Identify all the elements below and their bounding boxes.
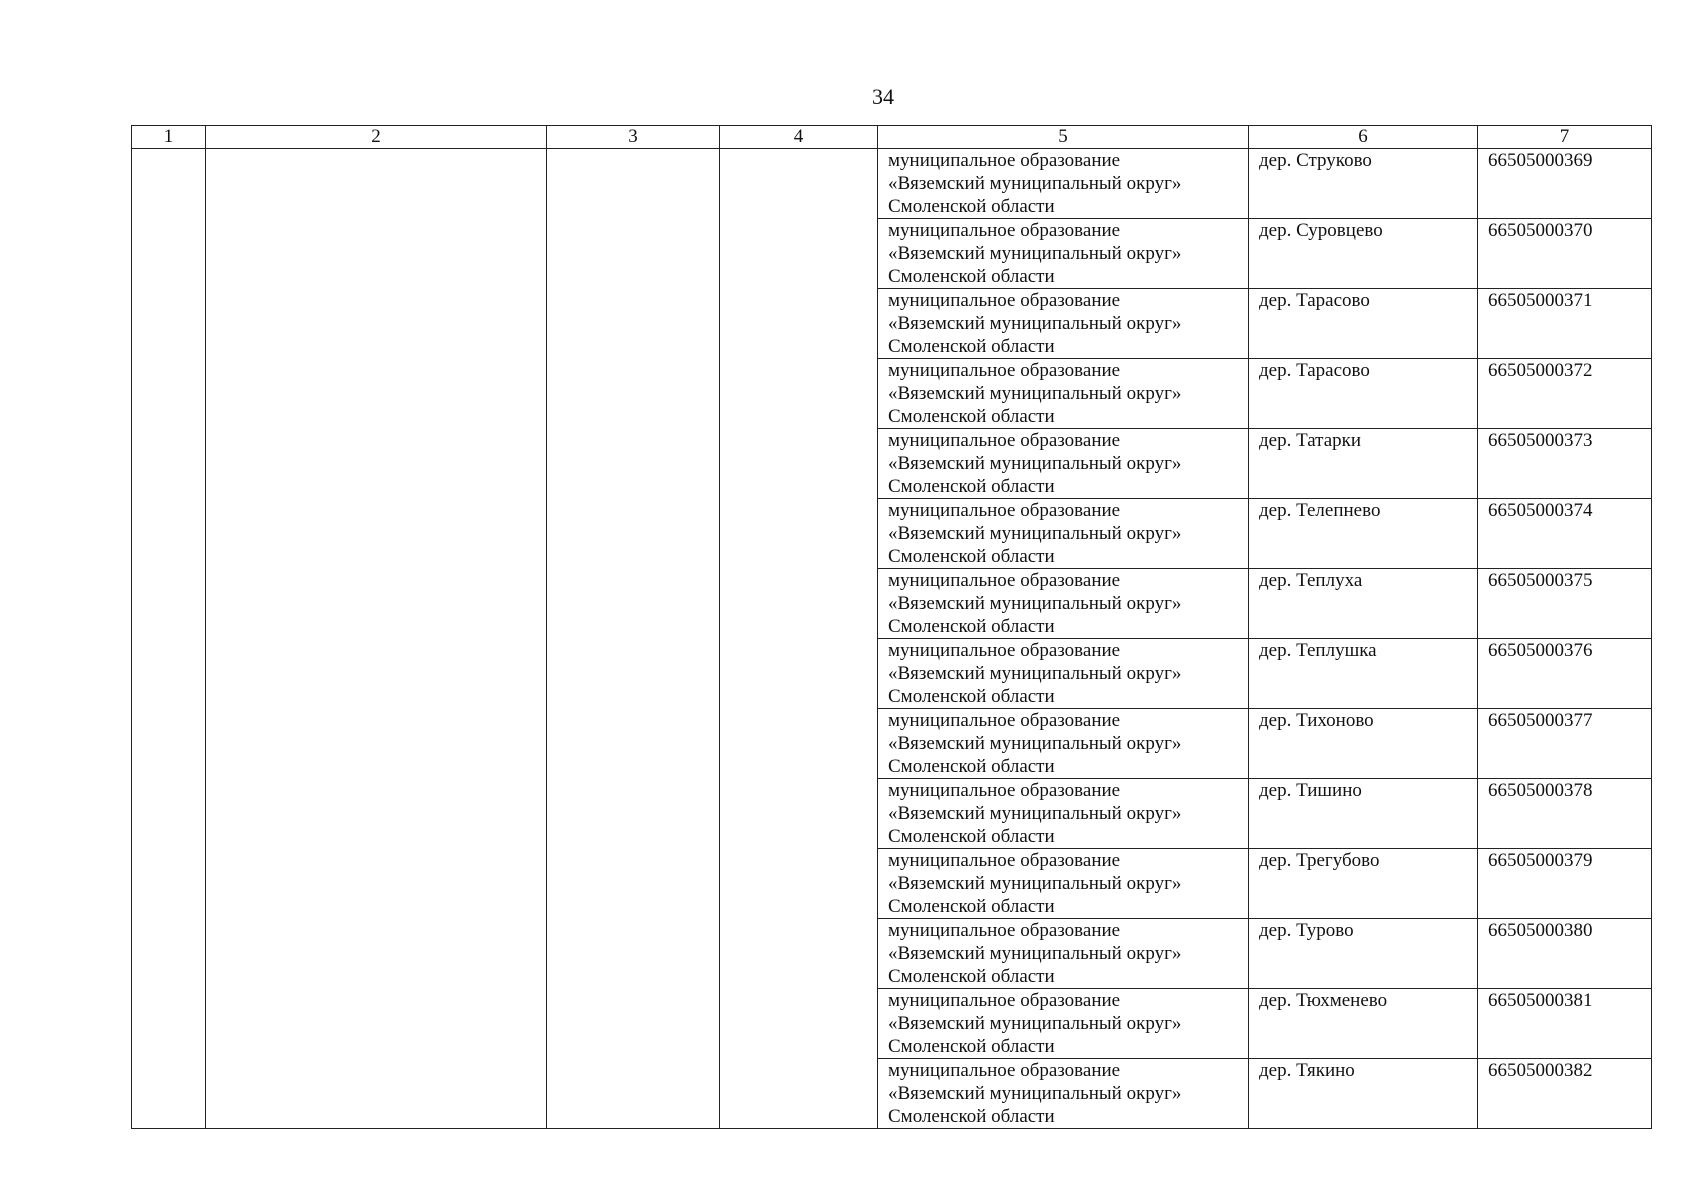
code-cell: 66505000375 [1478,569,1652,639]
municipality-cell: муниципальное образование «Вяземский муниципальный округ» Смоленской области [878,429,1249,499]
column-header-7: 7 [1478,126,1652,149]
table-body [132,149,1652,1129]
empty-column-3 [547,149,720,1129]
municipality-cell: муниципальное образование «Вяземский муниципальный округ» Смоленской области [878,1059,1249,1129]
code-cell: 66505000371 [1478,289,1652,359]
code-cell: 66505000379 [1478,849,1652,919]
settlement-cell: дер. Струково [1249,149,1478,219]
settlement-cell: дер. Тишино [1249,779,1478,849]
municipality-cell: муниципальное образование «Вяземский муниципальный округ» Смоленской области [878,149,1249,219]
column-number-row [132,126,1652,149]
settlement-cell: дер. Трегубово [1249,849,1478,919]
column-header-4: 4 [720,126,878,149]
code-cell: 66505000377 [1478,709,1652,779]
empty-column-2 [206,149,547,1129]
column-header-2: 2 [206,126,547,149]
column-header-1: 1 [132,126,206,149]
page-number: 34 [872,84,894,109]
code-cell: 66505000376 [1478,639,1652,709]
settlement-cell: дер. Теплуха [1249,569,1478,639]
empty-column-1 [132,149,206,1129]
empty-column-4 [720,149,878,1129]
settlement-cell: дер. Тюхменево [1249,989,1478,1059]
municipality-cell: муниципальное образование «Вяземский муниципальный округ» Смоленской области [878,989,1249,1059]
settlement-cell: дер. Тихоново [1249,709,1478,779]
code-cell: 66505000378 [1478,779,1652,849]
registry-table [131,125,1652,1129]
code-cell: 66505000374 [1478,499,1652,569]
code-cell: 66505000380 [1478,919,1652,989]
code-cell: 66505000382 [1478,1059,1652,1129]
municipality-cell: муниципальное образование «Вяземский муниципальный округ» Смоленской области [878,499,1249,569]
settlement-cell: дер. Тякино [1249,1059,1478,1129]
code-cell: 66505000381 [1478,989,1652,1059]
municipality-cell: муниципальное образование «Вяземский муниципальный округ» Смоленской области [878,849,1249,919]
code-cell: 66505000372 [1478,359,1652,429]
municipality-cell: муниципальное образование «Вяземский муниципальный округ» Смоленской области [878,709,1249,779]
settlement-cell: дер. Теплушка [1249,639,1478,709]
municipality-cell: муниципальное образование «Вяземский муниципальный округ» Смоленской области [878,779,1249,849]
settlement-cell: дер. Тарасово [1249,359,1478,429]
settlement-cell: дер. Татарки [1249,429,1478,499]
code-cell: 66505000373 [1478,429,1652,499]
municipality-cell: муниципальное образование «Вяземский муниципальный округ» Смоленской области [878,219,1249,289]
column-header-3: 3 [547,126,720,149]
municipality-cell: муниципальное образование «Вяземский муниципальный округ» Смоленской области [878,569,1249,639]
settlement-cell: дер. Тарасово [1249,289,1478,359]
settlement-cell: дер. Турово [1249,919,1478,989]
settlement-cell: дер. Телепнево [1249,499,1478,569]
column-header-6: 6 [1249,126,1478,149]
column-header-5: 5 [878,126,1249,149]
municipality-cell: муниципальное образование «Вяземский муниципальный округ» Смоленской области [878,359,1249,429]
municipality-cell: муниципальное образование «Вяземский муниципальный округ» Смоленской области [878,919,1249,989]
municipality-cell: муниципальное образование «Вяземский муниципальный округ» Смоленской области [878,639,1249,709]
municipality-cell: муниципальное образование «Вяземский муниципальный округ» Смоленской области [878,289,1249,359]
code-cell: 66505000370 [1478,219,1652,289]
code-cell: 66505000369 [1478,149,1652,219]
settlement-cell: дер. Суровцево [1249,219,1478,289]
table-row [132,149,1652,219]
